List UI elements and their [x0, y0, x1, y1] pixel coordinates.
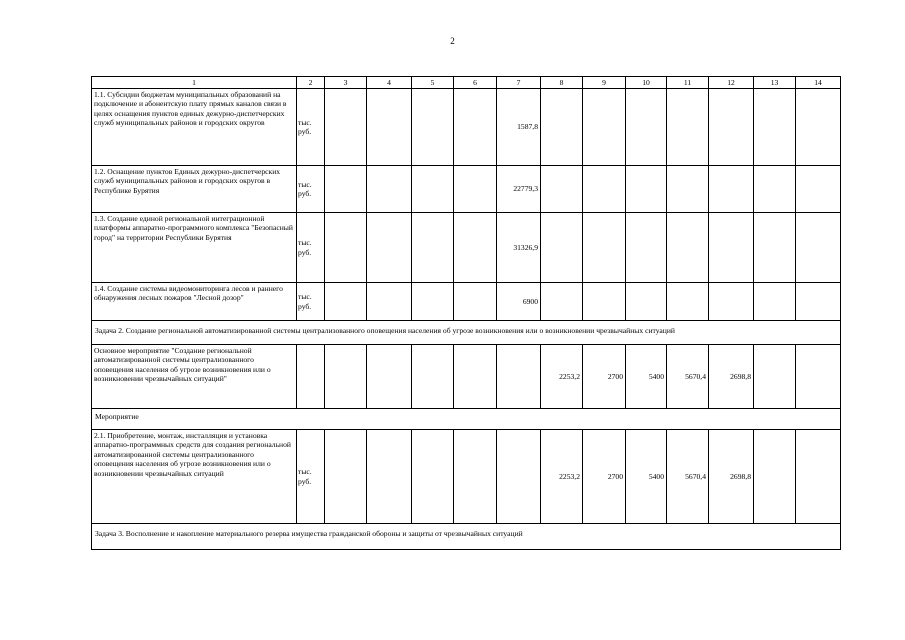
row-unit: тыс. руб.: [297, 89, 325, 166]
table-row: [92, 345, 841, 409]
column-header: 2: [297, 77, 325, 89]
value-cell: [754, 213, 796, 283]
table-row: [92, 213, 841, 283]
value-cell: [754, 345, 796, 409]
value-cell: [667, 89, 709, 166]
task-heading: Задача 2. Создание региональной автоматизированной системы централизованного оповещения населения об угрозе возникновения или о возникновении чрезвычайных ситуаций: [92, 321, 841, 345]
value-cell: [454, 283, 497, 321]
column-header: 3: [325, 77, 367, 89]
value-cell: 5400: [626, 430, 667, 524]
value-cell: 2698,8: [709, 430, 754, 524]
row-name: 1.2. Оснащение пунктов Единых дежурно-диспетчерских служб муниципальных районов и городских округов в Республике Бурятия: [92, 166, 297, 213]
value-cell: [626, 213, 667, 283]
table-row: [92, 430, 841, 524]
column-header: 5: [412, 77, 454, 89]
value-cell: [454, 430, 497, 524]
value-cell: [796, 213, 841, 283]
column-header: 1: [92, 77, 297, 89]
value-cell: [541, 166, 583, 213]
value-cell: [497, 430, 541, 524]
value-cell: [709, 89, 754, 166]
value-cell: 2700: [583, 345, 626, 409]
value-cell: [754, 430, 796, 524]
value-cell: [667, 213, 709, 283]
section-row: [92, 321, 841, 345]
value-cell: [583, 213, 626, 283]
table-row: [92, 89, 841, 166]
value-cell: [454, 345, 497, 409]
subheading: Мероприятие: [92, 409, 841, 430]
column-header: 14: [796, 77, 841, 89]
value-cell: [367, 89, 412, 166]
value-cell: [412, 213, 454, 283]
value-cell: [796, 283, 841, 321]
value-cell: [454, 89, 497, 166]
row-unit: тыс. руб.: [297, 430, 325, 524]
value-cell: 31326,9: [497, 213, 541, 283]
section-row: [92, 409, 841, 430]
value-cell: [325, 283, 367, 321]
header-row: [92, 77, 841, 89]
data-table: [91, 76, 841, 550]
value-cell: [541, 89, 583, 166]
column-header: 9: [583, 77, 626, 89]
row-name: 2.1. Приобретение, монтаж, инсталляция и установка аппаратно-программных средств для создания региональной автоматизированной системы централизованного оповещения населения об угрозе возникновения или о возникновении чрезвычайных ситуаций: [92, 430, 297, 524]
table-row: [92, 166, 841, 213]
value-cell: [412, 166, 454, 213]
value-cell: 2698,8: [709, 345, 754, 409]
value-cell: [412, 345, 454, 409]
value-cell: [367, 283, 412, 321]
value-cell: [754, 283, 796, 321]
page-number: 2: [450, 36, 455, 46]
value-cell: 2253,2: [541, 345, 583, 409]
column-header: 12: [709, 77, 754, 89]
value-cell: [367, 213, 412, 283]
row-unit: тыс. руб.: [297, 166, 325, 213]
value-cell: [754, 166, 796, 213]
value-cell: 5670,4: [667, 430, 709, 524]
column-header: 7: [497, 77, 541, 89]
value-cell: [412, 89, 454, 166]
value-cell: [754, 89, 796, 166]
column-header: 10: [626, 77, 667, 89]
value-cell: [709, 283, 754, 321]
value-cell: [325, 430, 367, 524]
value-cell: [667, 166, 709, 213]
value-cell: [367, 430, 412, 524]
value-cell: 2700: [583, 430, 626, 524]
value-cell: 22779,3: [497, 166, 541, 213]
value-cell: 1587,8: [497, 89, 541, 166]
value-cell: [583, 283, 626, 321]
value-cell: [796, 430, 841, 524]
row-name: 1.3. Создание единой региональной интеграционной платформы аппаратно-программного комплекса "Безопасный город" на территории Республики Бурятия: [92, 213, 297, 283]
row-name: Основное мероприятие "Создание региональной автоматизированной системы централизованного оповещения населения об угрозе возникновения или о возникновении чрезвычайных ситуаций": [92, 345, 297, 409]
row-name: 1.1. Субсидии бюджетам муниципальных образований на подключение и абонентскую плату прямых каналов связи в целях оснащения пунктов единых дежурно-диспетчерских служб муниципальных районов и городских округов: [92, 89, 297, 166]
row-unit: [297, 345, 325, 409]
column-header: 11: [667, 77, 709, 89]
column-header: 4: [367, 77, 412, 89]
value-cell: [454, 213, 497, 283]
value-cell: [325, 213, 367, 283]
column-header: 13: [754, 77, 796, 89]
value-cell: 2253,2: [541, 430, 583, 524]
value-cell: [325, 89, 367, 166]
value-cell: [583, 166, 626, 213]
value-cell: [796, 345, 841, 409]
value-cell: [541, 213, 583, 283]
value-cell: [709, 166, 754, 213]
row-unit: тыс. руб.: [297, 283, 325, 321]
row-name: 1.4. Создание системы видеомониторинга лесов и раннего обнаружения лесных пожаров "Лесной дозор": [92, 283, 297, 321]
value-cell: [626, 166, 667, 213]
value-cell: [412, 283, 454, 321]
table-row: [92, 283, 841, 321]
value-cell: [583, 89, 626, 166]
value-cell: [626, 89, 667, 166]
value-cell: [796, 166, 841, 213]
value-cell: [367, 345, 412, 409]
column-header: 6: [454, 77, 497, 89]
value-cell: [412, 430, 454, 524]
value-cell: [454, 166, 497, 213]
column-header: 8: [541, 77, 583, 89]
value-cell: [796, 89, 841, 166]
value-cell: 5400: [626, 345, 667, 409]
value-cell: [367, 166, 412, 213]
task-heading: Задача 3. Восполнение и накопление материального резерва имущества гражданской обороны и защиты от чрезвычайных ситуаций: [92, 524, 841, 550]
value-cell: [626, 283, 667, 321]
section-row: [92, 524, 841, 550]
value-cell: [497, 345, 541, 409]
value-cell: [709, 213, 754, 283]
value-cell: [541, 283, 583, 321]
value-cell: [667, 283, 709, 321]
row-unit: тыс. руб.: [297, 213, 325, 283]
value-cell: [325, 345, 367, 409]
value-cell: 5670,4: [667, 345, 709, 409]
value-cell: 6900: [497, 283, 541, 321]
value-cell: [325, 166, 367, 213]
